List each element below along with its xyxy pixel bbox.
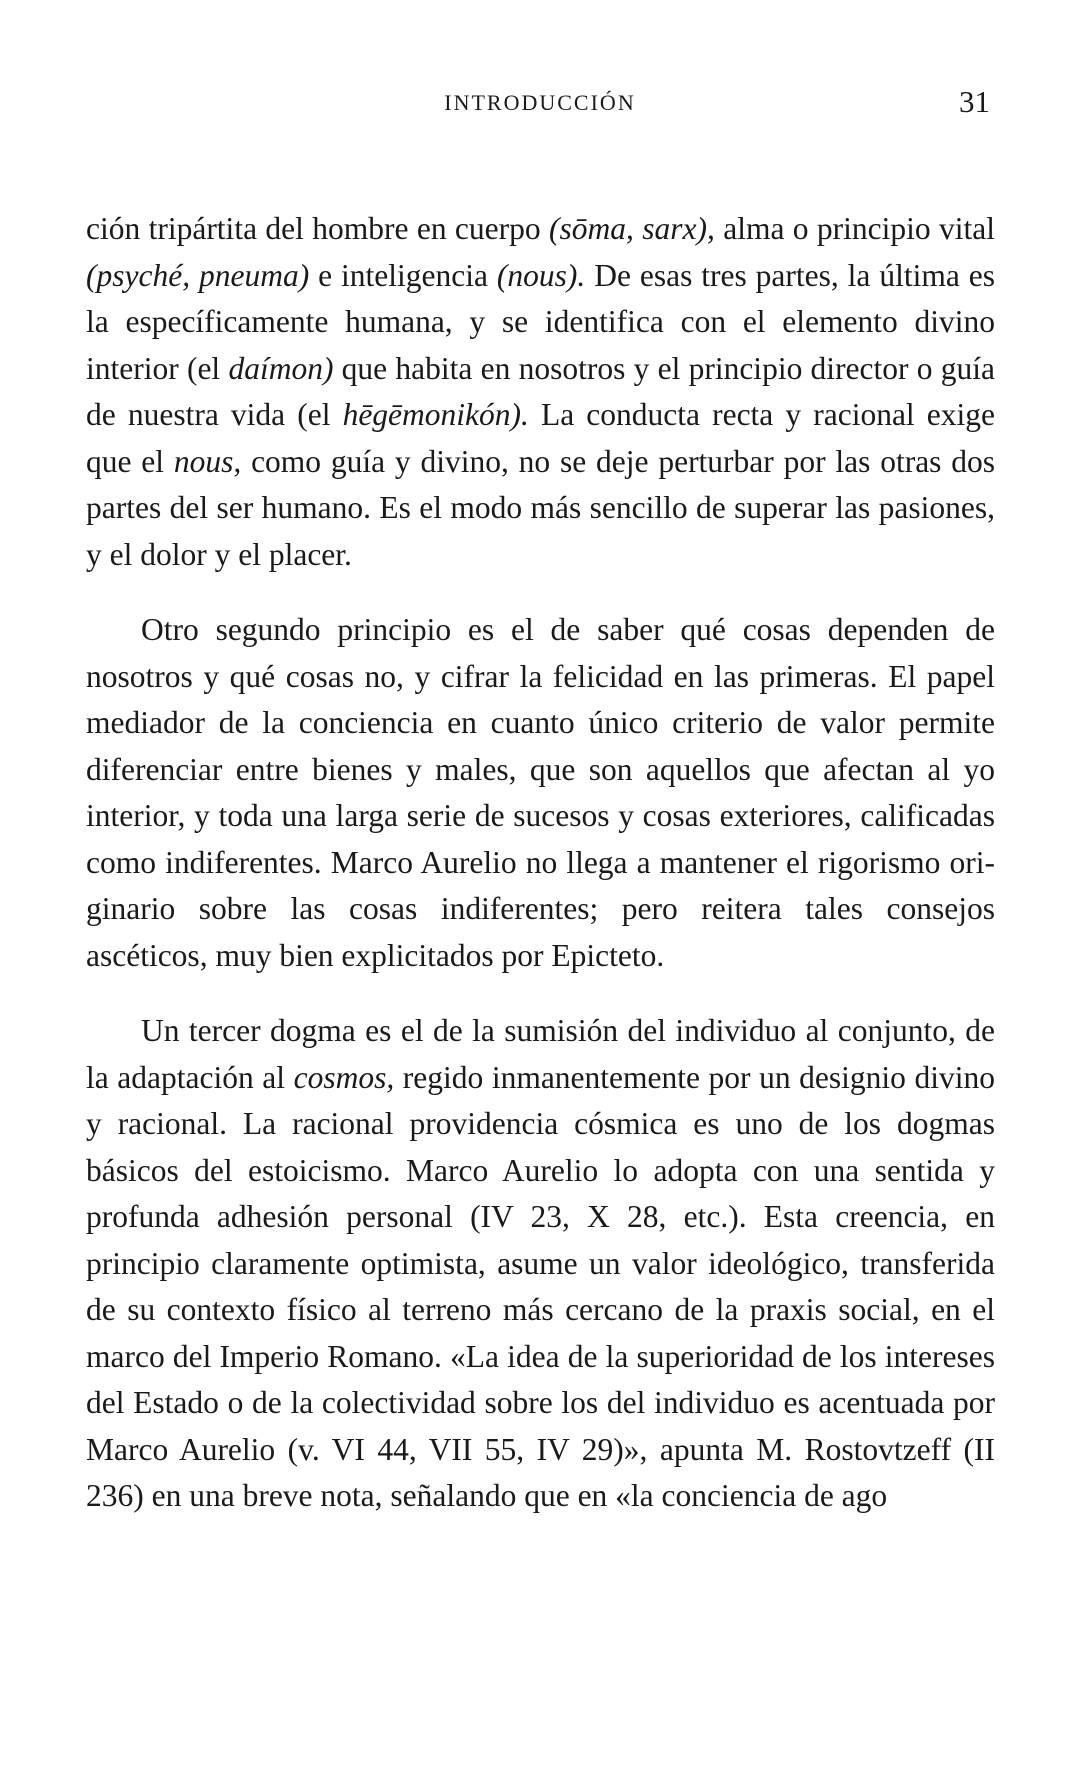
italic-term: (psyché, pneuma) [86,257,310,293]
running-head [0,84,1080,124]
italic-term: nous, [173,443,242,479]
text-run: alma o principio vital [714,211,995,246]
page-number: 31 [959,84,990,119]
text-run: Otro segundo principio es el de saber qué cosas dependen de nosotros y qué cosas no, y cifrar la felicidad en las primeras. El papel mediador de la conciencia en cuanto único criterio de valor permite diferenciar entre bienes y males, que son aquellos que afectan al yo interior, y toda una larga serie de sucesos y cosas exteriores, calificadas como indiferentes. Marco Aurelio no llega a mantener el rigorismo originario sobre las cosas indiferentes; pero reitera tales consejos ascéticos, muy bien explicitados por Epicteto. [86,612,995,973]
text-run: La conducta recta y racional exige que el [86,397,995,479]
italic-term: cosmos, [293,1059,395,1095]
italic-term: (sōma, sarx), [549,211,715,246]
text-run: que habita en nosotros y el principio director o guía de nuestra vida (el [86,350,995,432]
body-text [86,206,995,1520]
paragraph-1 [86,206,995,578]
running-title: INTRODUCCIÓN [444,90,636,115]
italic-term: hēgēmonikón). [342,397,529,432]
italic-term: daímon) [228,350,334,386]
text-run: Un tercer dogma es el de la sumisión del individuo al conjunto, de la adaptación al [86,1013,995,1095]
italic-term: (nous). [496,257,586,293]
text-run: e inteligencia [309,257,497,293]
paragraph-2 [86,607,995,979]
text-run: De esas tres partes, la última es la específicamente humana, y se identifica con el elemento divino interior (el [86,257,995,386]
text-run: como guía y divino, no se deje perturbar por las otras dos partes del ser humano. Es el modo más sencillo de superar las pasiones, y el dolor y el placer. [86,443,996,572]
paragraph-3 [86,1008,995,1520]
text-run: regido inmanentemente por un designio divino y racional. La racional providencia cósmica es uno de los dogmas básicos del estoicismo. Marco Aurelio lo adopta con una sentida y profunda adhesión personal (IV 23, X 28, etc.). Esta creencia, en principio claramente optimista, asume un valor ideológico, transferida de su contexto físico al terreno más cercano de la praxis social, en el marco del Imperio Romano. «La idea de la superioridad de los intereses del Estado o de la colectividad sobre los del individuo es acentuada por Marco Aurelio (v. VI 44, VII 55, IV 29)», apunta M. Rostovtzeff (II 236) en una breve nota, señalando que en «la conciencia de ago [86,1059,995,1513]
text-run: ción tripártita del hombre en cuerpo [86,211,549,246]
